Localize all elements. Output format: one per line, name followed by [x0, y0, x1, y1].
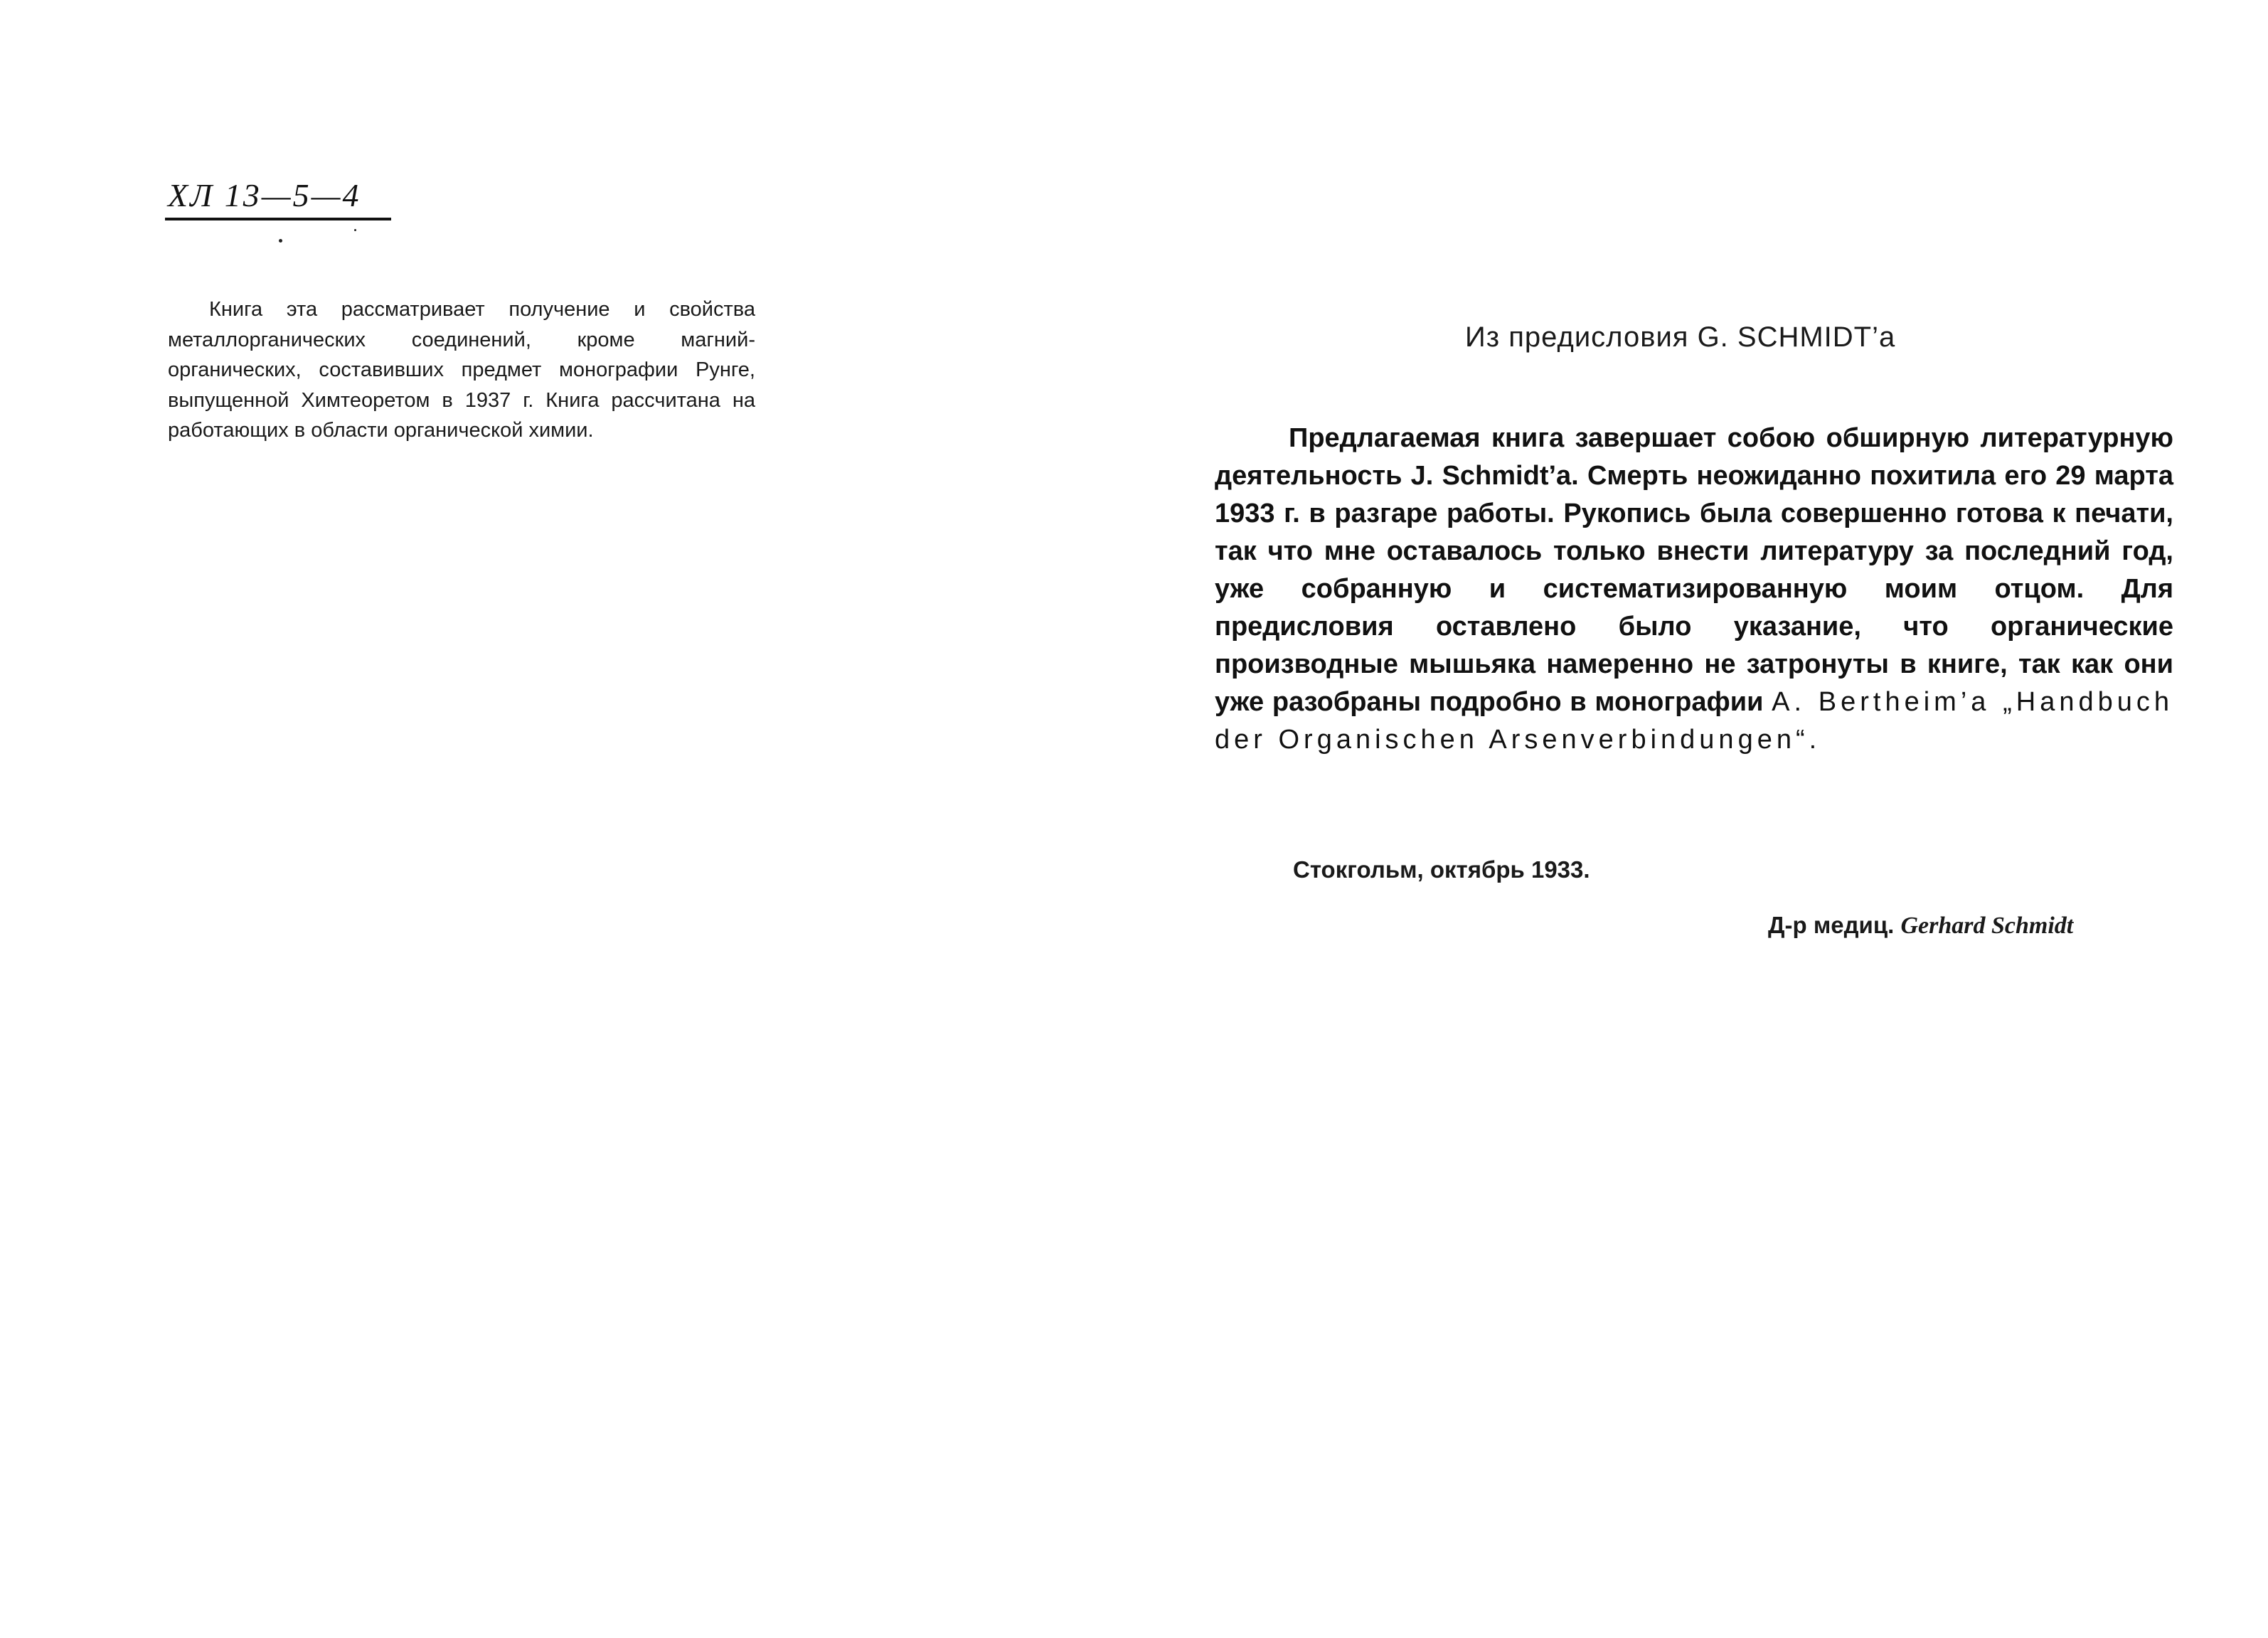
catalog-code-underline: [165, 218, 391, 220]
book-abstract: Книга эта рассматривает получение и свойства металлорганических соединений, кроме магний-органических, составивших предмет монографии Рунге, выпущенной Химтеоретом в 1937 г. Книга рассчитана на работающих в области органической химии.: [168, 298, 755, 442]
right-page: [1134, 0, 2268, 1638]
catalog-code: ХЛ 13—5—4: [168, 177, 361, 213]
preface-text: [1215, 420, 2173, 759]
signature: [1768, 912, 2073, 940]
signature-name: Gerhard Schmidt: [1900, 913, 2074, 939]
signature-title: Д-р медиц.: [1768, 912, 1895, 938]
preface-title: Из предисловия G. SCHMIDT’a: [1465, 321, 1896, 353]
print-speck: [279, 239, 282, 243]
place-date: Стокгольм, октябрь 1933.: [1293, 856, 1590, 883]
print-speck: [354, 229, 356, 231]
preface-citation: A. Bertheim’a „Handbuch der Organischen Arsenverbindungen“.: [1215, 687, 2173, 755]
preface-paragraph: Предлагаемая книга завершает собою обширную литературную деятельность J. Schmidt’a. Смерть неожиданно похитила его 29 марта 1933 г. в разгаре работы. Рукопись была совершенно готова к печати, так что мне оставалось только внести литературу за последний год, уже собранную и систематизированную моим отцом. Для предисловия оставлено было указание, что органические производные мышьяка намеренно не затронуты в книге, так как они уже разобраны подробно в монографии: [1215, 423, 2173, 717]
